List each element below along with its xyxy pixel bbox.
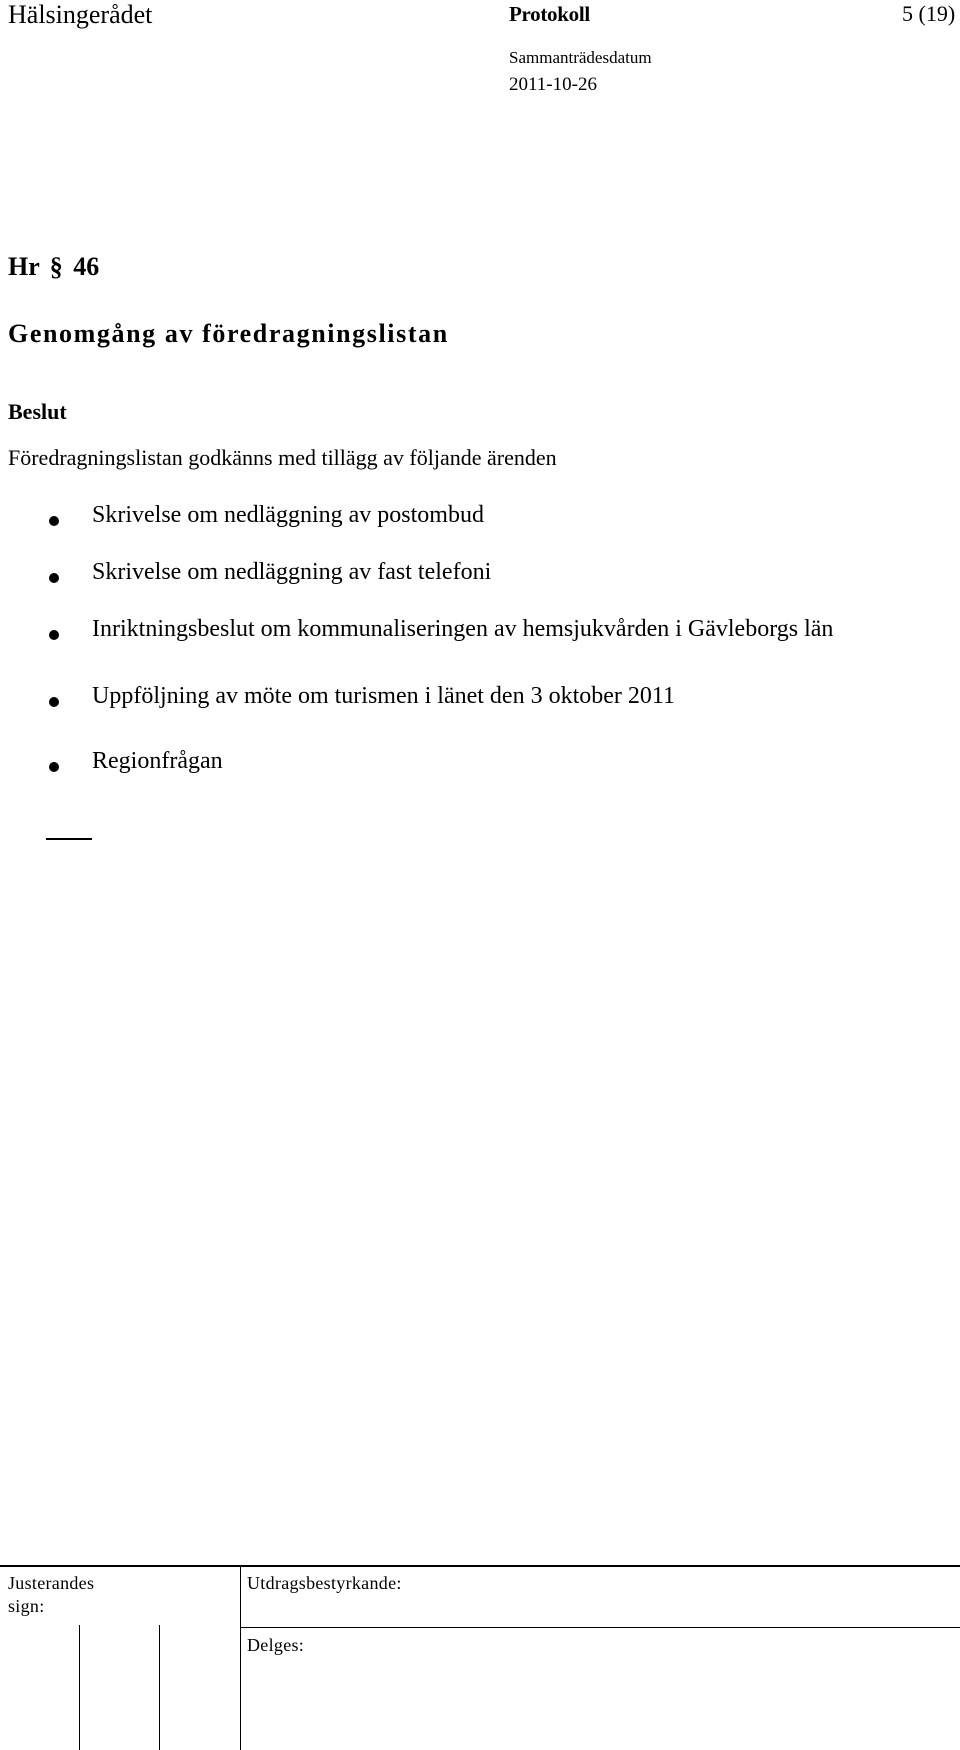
- list-item-text: Uppföljning av möte om turismen i länet den 3 oktober 2011: [92, 683, 676, 709]
- list-item-text: Skrivelse om nedläggning av postombud: [92, 502, 484, 528]
- list-item-text: Inriktningsbeslut om kommunaliseringen av hemsjukvården i Gävleborgs län: [92, 616, 834, 642]
- list-item-text: Skrivelse om nedläggning av fast telefoni: [92, 559, 492, 585]
- signature-box-divider: [79, 1625, 80, 1750]
- signature-label: sign:: [8, 1596, 45, 1616]
- document-type: Protokoll: [509, 2, 590, 26]
- distribution-label: Delges:: [247, 1635, 305, 1655]
- footer-divider: [0, 1565, 960, 1567]
- bullet-icon: [49, 573, 59, 583]
- meeting-date: 2011-10-26: [509, 74, 597, 95]
- page-number: 5 (19): [902, 1, 956, 26]
- certification-label: Utdragsbestyrkande:: [247, 1573, 402, 1593]
- signature-box-divider: [159, 1625, 160, 1750]
- organization-name: Hälsingerådet: [8, 0, 153, 29]
- decision-label: Beslut: [8, 399, 67, 424]
- list-item-text: Regionfrågan: [92, 748, 223, 774]
- bullet-icon: [49, 697, 59, 707]
- bullet-icon: [49, 762, 59, 772]
- footer-column-divider: [240, 1565, 241, 1750]
- decision-intro: Föredragningslistan godkänns med tillägg av följande ärenden: [8, 445, 557, 470]
- section-end-rule: [46, 838, 92, 840]
- section-number: Hr § 46: [8, 252, 100, 281]
- meeting-date-label: Sammanträdesdatum: [509, 48, 652, 67]
- adjusters-label: Justerandes: [8, 1573, 95, 1593]
- bullet-icon: [49, 630, 59, 640]
- footer-row-divider: [240, 1627, 960, 1628]
- bullet-icon: [49, 516, 59, 526]
- section-title: Genomgång av föredragningslistan: [8, 319, 449, 348]
